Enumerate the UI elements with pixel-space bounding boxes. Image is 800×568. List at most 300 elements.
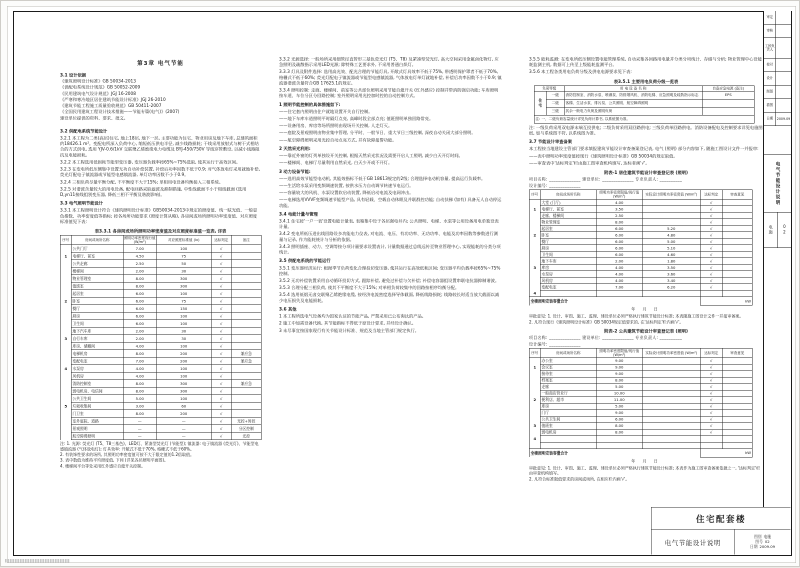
cell: 30 xyxy=(156,267,211,275)
cell: 3.60 xyxy=(642,271,700,278)
cell xyxy=(231,372,261,380)
cell: 6.20 xyxy=(642,284,700,291)
table-row xyxy=(60,432,261,440)
cell: √ xyxy=(211,260,231,268)
column-header: 实际设计照明功率密度值 (W/m²) xyxy=(642,190,700,200)
sheet-field-row xyxy=(750,545,775,550)
table-row xyxy=(60,282,261,290)
section-paragraphs-3a xyxy=(529,57,763,75)
cell: 4.00 xyxy=(596,264,642,271)
cell: 卧室 xyxy=(540,232,596,239)
cell: 9.00 xyxy=(596,410,642,417)
column-header: 序号 xyxy=(529,190,540,200)
paragraph: 3.3.3 灯具及附件选择: 选用高光效、配光合理的节能灯具, 开敞式灯具效率不低于75%, 带透明保护罩者不低于70%, 格栅式不低于60%; 荧光灯配电子镇流器或节能型电感镇流器, 气体放电灯单灯就地补偿, 补偿后功率因数不小于0.9; 镇流器谐波含量符合GB 17625.1的规定。 xyxy=(279,69,502,86)
audit2-form-line1: 项目名称: ______________ 建设单位: ______________ 专业负责人: __________ xyxy=(529,335,683,340)
table-row xyxy=(60,365,261,373)
strip-row-value xyxy=(776,99,791,112)
paragraph: 3.3.4 照明控制: 走廊、楼梯间、前室等公共部位照明采用节能自熄开关 (红外感应) 控制并带消防强启功能; 车库照明按车道、车位分区分回路控制; 室外照明采用光控加时控的自动控制方式。 xyxy=(279,88,499,99)
cell: 10.00 xyxy=(596,390,642,397)
cell xyxy=(231,312,261,320)
paragraph: 2 施工中如需设备代换, 其节能指标不得低于原设计要求, 并经设计确认。 xyxy=(279,321,416,327)
paragraph: ——楼梯间、电梯厅尽量利用自然采光, 白天少开或不开灯。 xyxy=(279,160,393,166)
cell: √ xyxy=(211,245,231,253)
cell: 6.00 xyxy=(123,312,156,320)
cell: √ xyxy=(700,225,722,232)
cell xyxy=(231,395,261,403)
cell: 景观照明 xyxy=(71,425,123,433)
text-column-2 xyxy=(279,57,502,335)
sheet-field-label: 图号 xyxy=(755,539,763,544)
cell: 水泵房 xyxy=(540,271,596,278)
table-row xyxy=(60,342,261,350)
cell: 1.80 xyxy=(642,258,700,265)
cell: 3 xyxy=(529,264,540,271)
paragraph: 3.5.6 本工程各类用电负荷分级及供电电源要求见下表: xyxy=(529,69,632,75)
column-header: 照明功率密度限值/现行值 (W/m²) xyxy=(596,348,642,358)
cell: 起居室 xyxy=(71,290,123,298)
cell: 6.00 xyxy=(596,232,642,239)
cell: √ xyxy=(211,320,231,328)
table-row xyxy=(60,275,261,283)
cell xyxy=(60,327,71,335)
strip-signature-row xyxy=(764,59,791,73)
cell: √ xyxy=(700,364,722,371)
column-header: 房间或场所名称 xyxy=(540,190,596,200)
cell: 物业管理室 xyxy=(540,219,596,226)
cell: 6.00 xyxy=(123,290,156,298)
audit-table-public xyxy=(529,348,753,458)
cell: 航空障碍照明 xyxy=(71,432,123,440)
cell xyxy=(60,282,71,290)
cell: √ xyxy=(211,342,231,350)
standard-line: 《供配电系统设计规范》GB 50052-2009 xyxy=(60,85,141,91)
cell: 5.10 xyxy=(642,245,700,252)
strip-row-value xyxy=(776,38,791,58)
cell: 100 xyxy=(156,395,211,403)
cell: √ xyxy=(211,425,231,433)
cell: 4.00 xyxy=(123,342,156,350)
table-row xyxy=(60,245,261,253)
column-header: 照明功率密度限值/现行值 (W/m²) xyxy=(596,190,642,200)
cell: 电梯厅、前室 xyxy=(71,252,123,260)
strip-blank-cell xyxy=(764,126,791,155)
cell: √ xyxy=(700,384,722,391)
strip-signature-row xyxy=(764,72,791,86)
cell xyxy=(231,342,261,350)
table-row xyxy=(60,312,261,320)
column-header: 审查意见 xyxy=(722,190,752,200)
table-row xyxy=(60,372,261,380)
cell: 1 xyxy=(529,364,540,371)
cell: 8.00 xyxy=(123,282,156,290)
cell: 6.00 xyxy=(123,305,156,313)
column-header: 对应照度标准值 (lx) xyxy=(156,235,211,245)
paragraph: 3.3.1 本工程照明设计符合《建筑照明设计标准》GB50034-2013中规定的照度值、统一眩光值、一般显色指数、功率密度值等指标; 按各场所功能要求 (照度计算从略), 各房间或场所照明功率密度值、对应照度标准值见下表: xyxy=(60,208,258,225)
paragraph: ——生活给水泵采用变频调速装置, 按供水压力自动调节转速节电运行。 xyxy=(279,183,414,189)
cell: 厨房 xyxy=(71,312,123,320)
cell: √ xyxy=(700,403,722,410)
column-header: 序号 xyxy=(60,235,71,245)
sheet-field-label: 日期 xyxy=(749,544,758,550)
text-column-3 xyxy=(529,57,763,483)
audit-table-residential xyxy=(529,190,753,306)
cell xyxy=(60,387,71,395)
cell: 光控+时控 xyxy=(231,417,261,425)
cell xyxy=(60,425,71,433)
table-row xyxy=(60,297,261,305)
strip-row-value xyxy=(776,86,791,99)
cell: √ xyxy=(700,251,722,258)
cell xyxy=(60,372,71,380)
watermark-smudge xyxy=(5,559,70,563)
cell: 客梯、生活水泵、排污泵、公共照明、航空障碍照明 xyxy=(564,99,702,107)
cell: √ xyxy=(211,267,231,275)
note-line: 3. 表中数值为维持平均照度值, 下同 (详见各层照明平面图)。 xyxy=(60,458,169,463)
cell: 兼应急 xyxy=(231,350,261,358)
cell xyxy=(231,305,261,313)
column-header: 实际设计照明功率密度值 (W/m²) xyxy=(642,348,700,358)
paragraph: 3.7 节能设计审查备案 xyxy=(529,139,573,145)
standard-line: 《建筑节能工程施工质量验收规范》GB 50411-2007 xyxy=(60,103,162,109)
cell: 风机房 xyxy=(540,277,596,284)
cell: — xyxy=(123,425,156,433)
cell: √ xyxy=(211,365,231,373)
cell: √ xyxy=(211,335,231,343)
cell: 电梯机房 xyxy=(71,350,123,358)
strip-row-label: 设计 xyxy=(764,72,776,85)
cell: 2 xyxy=(60,297,71,305)
project-name: 住宅配套楼 xyxy=(652,508,791,530)
column-header: 负荷等级 xyxy=(534,86,564,92)
cell: 厨房 xyxy=(540,245,596,252)
load-group-cell: 住宅 xyxy=(534,91,546,115)
cell: 4.50 xyxy=(123,252,156,260)
cell: 4 xyxy=(60,365,71,373)
cell xyxy=(60,410,71,418)
cell: — xyxy=(123,417,156,425)
cell: √ xyxy=(700,390,722,397)
cell: 变配电室 xyxy=(540,284,596,291)
cell: 8.00 xyxy=(123,387,156,395)
cell: 餐厅 xyxy=(540,238,596,245)
cell: √ xyxy=(211,275,231,283)
cell: 200 xyxy=(156,350,211,358)
standard-line: 《民用建筑电气设计规范》JGJ 16-2008 xyxy=(60,91,136,97)
cell: √ xyxy=(700,271,722,278)
cell: 库房、储藏间 xyxy=(71,342,123,350)
cell: 100 xyxy=(156,365,211,373)
paragraph: 3.5.1 变压器经济运行: 根据季节负荷变化合理投切变压器, 使其运行在高效低耗区间; 变压器平均负载率按65%~75%控制。 xyxy=(279,265,501,277)
table-row xyxy=(60,387,261,395)
cell: √ xyxy=(211,327,231,335)
cell: 1 xyxy=(529,206,540,213)
cell: 卫生间 xyxy=(71,320,123,328)
column-header: 达标判定 xyxy=(700,190,722,200)
cell: 9.00 xyxy=(596,358,642,365)
cell: 6.00 xyxy=(596,238,642,245)
cell: √ xyxy=(211,410,231,418)
cell: 三级 xyxy=(546,107,564,115)
cell: √ xyxy=(211,282,231,290)
cell: 值班室 xyxy=(540,423,596,430)
cell: √ xyxy=(211,402,231,410)
cell: 接待室 xyxy=(540,371,596,378)
note-line: 审批意见: 1. 设计、审图、施工、监理、建设单位必须严格执行建筑节能设计标准; 本表作为施工图审查备案依据之一, '达标判定'栏由审查机构填写。 xyxy=(529,465,761,476)
cell xyxy=(60,305,71,313)
cell: 8.00 xyxy=(596,429,642,436)
sheet-field-value: 02 xyxy=(764,539,770,544)
cell: 8.00 xyxy=(123,410,156,418)
cell: 弱电机房、电信间 xyxy=(71,387,123,395)
cell: 100 xyxy=(156,312,211,320)
lpd-table xyxy=(60,235,262,440)
cell: 库房 xyxy=(540,264,596,271)
cell: 弱电机房 xyxy=(540,429,596,436)
title-strip xyxy=(763,11,791,554)
cell: 变配电室 xyxy=(71,357,123,365)
audit2-caption: 附表-2 公共建筑节能设计审查登记表 (照明) xyxy=(604,328,688,334)
paragraph: ——地下车库车道照明平时隔灯点亮, 高峰时段全部点亮; 值班照明单独回路常亮。 xyxy=(279,116,434,122)
cell: 4.00 xyxy=(123,365,156,373)
cell: √ xyxy=(700,377,722,384)
cell: 其余一般电力负荷及照明负荷 xyxy=(564,107,702,115)
cell xyxy=(231,275,261,283)
cell xyxy=(60,395,71,403)
cell: 走廊、楼梯间 xyxy=(540,212,596,219)
strip-vertical-title: 电气节能设计说明 xyxy=(774,161,780,206)
cell: 100 xyxy=(156,245,211,253)
cell: √ xyxy=(211,350,231,358)
cell xyxy=(231,335,261,343)
cell: 100 xyxy=(156,342,211,350)
cell: — xyxy=(123,432,156,440)
sheet-field-value: 电施 xyxy=(763,534,771,539)
table-row xyxy=(60,425,261,433)
cell: 一级 xyxy=(546,91,564,99)
audit1-notes xyxy=(529,314,763,325)
paragraph: ——住宅套内照明由住户就地设置开关自行控制。 xyxy=(279,109,373,115)
cell: 50 xyxy=(156,260,211,268)
strip-row-label: 工种负责人 xyxy=(764,38,776,58)
cell: √ xyxy=(700,258,722,265)
sheet-field-label: 图别 xyxy=(754,534,762,539)
paragraph: 3.2.1 本工程为二类(高层)住宅, 地上18层, 地下一层, 主要功能为住宅、物业用房及地下车库, 总建筑面积约18426.1 m²。变配电所深入负荷中心, 缩短低压供电半径, 减少线路损耗; 干线采用放射式与树干式相结合的方式供电, 选用 YJV-0.6/1kV 交联聚乙烯绝缘电力电缆及 BYJ-450/750V 导线穿管敷设, 以减小线路阻抗及电能损耗。 xyxy=(60,135,260,158)
strip-row-label: 日期 xyxy=(764,113,776,126)
cell: √ xyxy=(211,387,231,395)
cell: 3.40 xyxy=(642,277,700,284)
paragraph: ——选用高效节能型电动机, 其能效指标不低于GB 18613规定的2级; 合理选择电动机容量, 提高运行负载率。 xyxy=(279,176,486,182)
table1-caption: 表3.3.1 各房间或场所照明功率密度值及对应照度标准值一览表, 详表 xyxy=(94,229,227,235)
table-row xyxy=(60,410,261,418)
cell: 办公室 xyxy=(540,358,596,365)
cell xyxy=(60,432,71,440)
paragraph: 3.2 供配电系统节能设计 xyxy=(60,128,108,134)
strip-row-value xyxy=(776,25,791,38)
table-row xyxy=(60,327,261,335)
section-paragraphs-3b xyxy=(529,125,763,166)
strip-signature-row xyxy=(764,113,791,127)
cell: 卫生间 xyxy=(540,251,596,258)
strip-row-value xyxy=(776,11,791,24)
cell xyxy=(231,327,261,335)
cell: 6.00 xyxy=(596,251,642,258)
standard-line: 建设单位提供的资料、要求、批文。 xyxy=(60,115,129,121)
cell xyxy=(60,320,71,328)
audit2-date-line: 年 月 日 xyxy=(631,458,661,464)
note-line: 2. 凡符合标准限值要求的房间或场所, 在相应栏内画'√'。 xyxy=(529,476,630,482)
paragraph: 3.5.4 选用低烟无卤交联聚乙烯绝缘电缆, 按经济电流密度选择导体截面, 降低线路损耗; 线路较长时适当放大截面以减少电压损失及电能损耗。 xyxy=(279,292,500,304)
cell: √ xyxy=(700,212,722,219)
note-line: 2. 凡符合现行《建筑照明设计标准》GB 50034规定值要求的, 在'达标判定'栏内画'√'。 xyxy=(529,319,684,325)
cell: 风机房 xyxy=(71,372,123,380)
table-header-row xyxy=(529,190,752,200)
column-header: 房间或场所名称 xyxy=(71,235,123,245)
cell: 二级 xyxy=(546,99,564,107)
cell: 公共走廊 xyxy=(71,260,123,268)
cell: 5.00 xyxy=(123,395,156,403)
cell: 档案室 xyxy=(540,377,596,384)
cell: 库房 xyxy=(540,403,596,410)
cell: 8.00 xyxy=(123,380,156,388)
cell: √ xyxy=(700,397,722,404)
paragraph: 3.5 供配电系统的节能运行 xyxy=(279,258,331,264)
cell: 走廊 xyxy=(540,384,596,391)
cell: √ xyxy=(211,380,231,388)
cell: √ xyxy=(700,371,722,378)
cell: 分区控制 xyxy=(231,425,261,433)
table-row xyxy=(60,402,261,410)
table-header-row xyxy=(60,235,261,245)
section-paragraphs-2 xyxy=(279,57,502,334)
cell: 4.60 xyxy=(642,251,700,258)
cell: √ xyxy=(700,284,722,291)
cell: √ xyxy=(211,305,231,313)
note-line: 2. 有装饰性要求的场所, 其照明功率密度值可按不大于限定值的1.2倍取值。 xyxy=(60,452,194,457)
section-paragraphs-1 xyxy=(60,129,261,225)
cell: 消防控制室、消防水泵、喷淋泵、防排烟风机、消防电梯、应急照明及疏散指示标志 xyxy=(564,91,702,99)
strip-signature-row xyxy=(764,38,791,59)
cell: 100 xyxy=(156,320,211,328)
cell: √ xyxy=(700,416,722,423)
cell xyxy=(231,245,261,253)
standard-line: 3.1 设计依据 xyxy=(60,73,87,78)
paragraph: 2 天然采光利用: xyxy=(279,146,311,152)
cell: 3 xyxy=(60,335,71,343)
cell: 30 xyxy=(156,335,211,343)
cell: √ xyxy=(700,245,722,252)
cell: √ xyxy=(211,372,231,380)
cell: 2 xyxy=(529,232,540,239)
paragraph: 3.4.3 照明插座、动力、空调等按分项计量要求设置表计, 计量数据通过总线远传至物业管理中心, 实现能耗的分类分项统计。 xyxy=(279,244,501,256)
cell: 8.00 xyxy=(596,377,642,384)
note-line: 注: 1. 光源: 荧光灯 (T5、T8三基色)、LED灯、紧凑型荧光灯 (节能型); 镇流器: 电子镇流器 (荧光灯)、节能型电感镇流器 (气体放电灯); 灯具效率: 开敞式不低于70%, 格栅式不低于60%。 xyxy=(60,441,259,452)
cell: 6.00 xyxy=(123,320,156,328)
strip-sheet-type: 电施 xyxy=(768,225,773,235)
cell: 5.00 xyxy=(596,403,642,410)
cell: 5.20 xyxy=(642,225,700,232)
cell: √ xyxy=(211,417,231,425)
strip-signature-row xyxy=(764,99,791,113)
cell xyxy=(60,417,71,425)
paragraph: ——审查表中'达标判定'栏由施工图审查机构填写, 达标者画'√'。 xyxy=(529,160,650,166)
cell: 9.00 xyxy=(596,371,642,378)
cell: √ xyxy=(700,423,722,430)
cell: 兼应急 xyxy=(231,380,261,388)
cell: 物业管理室 xyxy=(71,275,123,283)
strip-row-value xyxy=(776,59,791,72)
cell: 地下车库 xyxy=(540,258,596,265)
cell: — xyxy=(156,417,211,425)
cell xyxy=(231,297,261,305)
cell xyxy=(60,290,71,298)
cell: 垃圾收集间 xyxy=(71,402,123,410)
cell: — xyxy=(156,425,211,433)
audit2-notes xyxy=(529,466,763,482)
chapter-heading: 第3章 电气节能 xyxy=(137,60,184,67)
paragraph: ——设备用房、库房等场所照明由现场开关控制, 人走灯灭。 xyxy=(279,123,393,129)
cell: 5.00 xyxy=(596,384,642,391)
cell: 3 xyxy=(529,423,540,430)
cell: 地下汽车库 xyxy=(71,327,123,335)
paragraph: ——靠近外窗的灯列单独设开关控制, 根据天然采光状况及需要开启人工照明, 减少白天开灯时间。 xyxy=(279,153,463,159)
cell xyxy=(702,99,754,107)
cell: 9.00 xyxy=(596,364,642,371)
paragraph: 3.4.2 变电所低压进出线回路设多功能电力仪表, 对电流、电压、有功功率、无功功率、电能及功率因数等参数进行测量与记录, 作为能耗统计与分析的依据。 xyxy=(279,231,498,243)
audit2-form-line2: 设计编号: ______________ xyxy=(529,341,581,347)
cell: √ xyxy=(211,395,231,403)
cell xyxy=(231,252,261,260)
cell: 5.00 xyxy=(642,238,700,245)
cell: 6.00 xyxy=(596,416,642,423)
cell: √ xyxy=(700,219,722,226)
cell: 公共卫生间 xyxy=(71,395,123,403)
cell: 一般商店营业厅 xyxy=(540,390,596,397)
cell: 公共卫生间 xyxy=(540,416,596,423)
load-table-caption: 表3.5.1 主要用电负荷分级一览表 xyxy=(613,79,679,85)
cell: 4.80 xyxy=(642,232,700,239)
cell: 7.00 xyxy=(123,245,156,253)
note-line: 4. 楼梯间平台等处采用红外感应自熄开关控制。 xyxy=(60,463,146,469)
table1-notes xyxy=(60,442,261,469)
cell xyxy=(231,267,261,275)
cell xyxy=(231,410,261,418)
cell: 150 xyxy=(156,305,211,313)
standard-line: 《全国民用建筑工程设计技术措施——节能专篇(电气)》(2007) xyxy=(60,109,180,115)
cell: 2.50 xyxy=(596,212,642,219)
cell xyxy=(60,342,71,350)
cell: 5 xyxy=(60,402,71,410)
cell: √ xyxy=(211,297,231,305)
cell: 200 xyxy=(156,357,211,365)
paragraph: 3.2.3 在变电所低压侧集中设置无功自动补偿装置, 补偿后功率因数不低于0.9; 对气体放电灯采用就地补偿, 荧光灯配电子镇流器或节能型电感镇流器, 单灯功率因数不小于0.9。 xyxy=(60,167,261,178)
paragraph: 3.5.3 合理分配三相负荷, 使其不平衡度不大于15%; 对单相负荷较集中的回路按相序均衡分配。 xyxy=(279,285,460,291)
total-unit: kW xyxy=(700,297,752,306)
cell: 6.00 xyxy=(596,245,642,252)
cell: √ xyxy=(211,432,231,440)
strip-vertical-title-cell xyxy=(764,155,791,213)
table-row xyxy=(60,417,261,425)
paragraph: 注: 一级负荷采用双电源末端互投供电; 二级负荷采用双回路供电; 三级负荷单回路供电。消防设备配电及控制要求详见电施图纸, 如与系统图不符, 以系统图为准。 xyxy=(529,125,763,136)
cell: 大堂 (门厅) xyxy=(540,199,596,206)
cell: √ xyxy=(700,264,722,271)
cell: 200 xyxy=(156,410,211,418)
cell: 2 xyxy=(529,397,540,404)
strip-sheet-number: 02 xyxy=(782,224,787,236)
table-row xyxy=(60,305,261,313)
strip-row-label: 审核 xyxy=(764,25,776,38)
paragraph: 3.5.5 能耗监测: 在变电所低压侧设置电能管理系统, 自动采集各回路用电量并分类分项统计、存储与分析; 物业管理中心设能耗监测主机, 数据可上传至上级能耗监测平台。 xyxy=(529,57,762,68)
table-row xyxy=(60,290,261,298)
